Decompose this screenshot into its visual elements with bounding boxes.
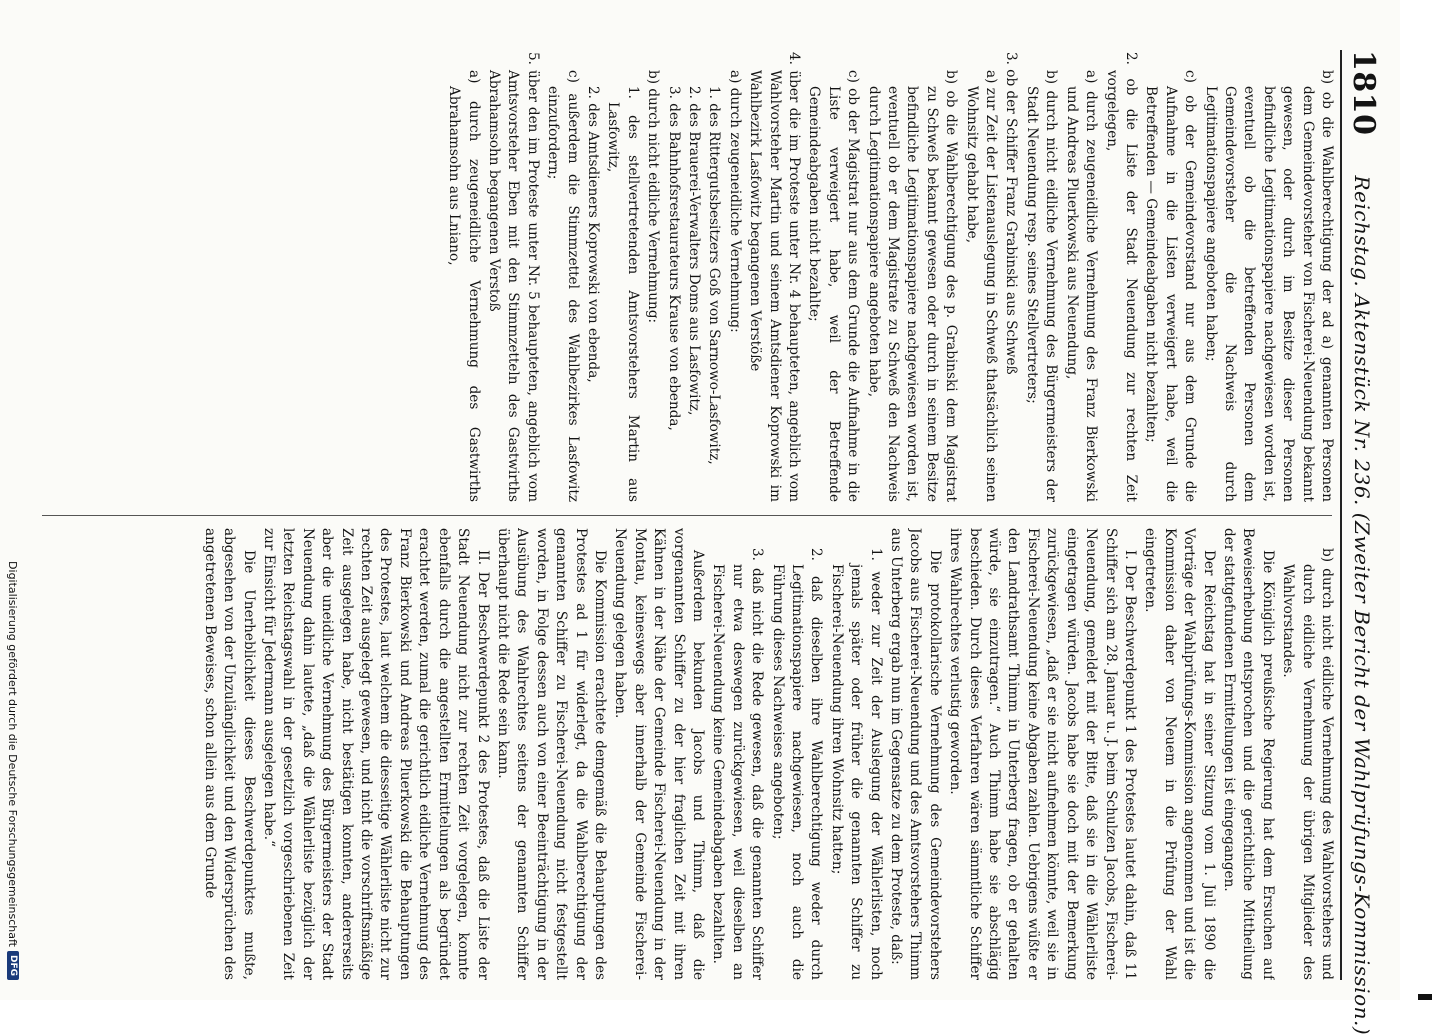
page-header (1340, 50, 1392, 980)
paragraph: 2. des Brauerei-Verwalters Doms aus Lasfowitz, (684, 50, 703, 502)
paragraph: b) ob die Wahlberechtigung der ad a) genannten Personen dem Gemeindevorsteher von Fischerei-Neuendung bekannt gewesen, oder durch im Besitze dieser Personen befindliche Legitimationspapiere nachgewiesen worden ist, eventuell ob die betreffenden Personen dem Gemeindevorsteher die Nachweis durch Legitimationspapiere angeboten haben; (1200, 50, 1336, 502)
paragraph: 3. daß nicht die Rede gewesen, daß die genannten Schiffer nur etwa deswegen zurückgewiesen, weil dieselben an Fischerei-Neuendung keine Gemeindeabgaben bezahlten. (708, 528, 766, 980)
paragraph: 2. des Amtsdieners Koprowski von ebenda, (583, 50, 602, 502)
paragraph: Der Reichstag hat in seiner Sitzung vom 1. Juli 1890 die Vorträge der Wahlprüfungs-Kommission angenommen und ist die Kommission daher von Neuem in die Prüfung der Wahl eingetreten. (1140, 528, 1218, 980)
paragraph: 1. weder zur Zeit der Auslegung der Wählerlisten, noch jemals später oder früher die genannten Schiffer zu Fischerei-Neuendung ihren Wohnsitz hatten; (826, 528, 884, 980)
paragraph: I. Der Beschwerdepunkt 1 des Protestes lautet dahin, daß 11 Schiffer sich am 28. Januar u. J. beim Schulzen Jacobs, Fischerei-Neuendung, gemeldet mit der Bitte, daß sie in die Wählerliste eingetragen würden. Jacobs habe sie doch mit der Bemerkung zurückgewiesen, „daß er sie nicht aufnehmen könnte, weil sie in Fischerei-Neuendung keine Abgaben zahlen. Uebrigens wüßte er den Landrathsamt Thimm in Unterberg fragen, ob er gehalten würde, sie einzutragen.“ Auch Thimm habe sie abschlägig beschieden. Durch dieses Verfahren wären sämmtliche Schiffer ihres Wahlrechtes verlustig geworden. (945, 528, 1139, 980)
paragraph: Die Königlich preußische Regierung hat dem Ersuchen auf Beweiserhebung entsprochen und die gerichtliche Mittheilung der stattgefundenen Ermittelungen ist eingegangen. (1219, 528, 1277, 980)
page-number: 1810 (1342, 50, 1381, 136)
funding-note: Digitalisierung gefördert durch die Deutsche Forschungsgemeinschaft (7, 561, 20, 947)
paragraph: II. Der Beschwerdepunkt 2 des Protestes, daß die Liste der Stadt Neuendung nicht zur rechten Zeit vorgelegen, konnte ebenfalls durch die angestellten Ermittelungen als begründet erachtet werden, zumal die gerichtlich eidliche Vernehmung des Franz Bierkowski und Andreas Pluerkowski die Behauptungen des Protestes, laut welchem die diesseitige Wählerliste nicht zur rechten Zeit ausgelegt gewesen, und nicht die vorschriftsmäßige Zeit ausgelegen habe, nicht bestätigen konnten, andererseits aber die uneidliche Vernehmung des Bürgermeisters der Stadt Neuendung dahin lautete, „daß die Wählerliste bezüglich der letzten Reichstagswahl in der gesetzlich vorgeschriebenen Zeit zur Einsicht für Jedermann ausgelegen habe.“ (259, 528, 492, 980)
left-column (36, 50, 1336, 502)
paragraph: a) zur Zeit der Listenauslegung in Schweß thatsächlich seinen Wohnsitz gehabt habe, (961, 50, 1000, 502)
paragraph: Außerdem bekunden Jacobs und Thimm, daß die vorgenannten Schiffer zu der hier fraglichen Zeit mit ihren Kähnen in der Nähe der Gemeinde Fischerei-Neuendung in der Montau, keineswegs aber innerhalb der Gemeinde Fischerei-Neuendung gelegen haben. (610, 528, 707, 980)
paragraph: a) durch zeugeneidliche Vernehmung des Gastwirths Abrahamsohn aus Lniano, (444, 50, 483, 502)
paragraph: 4. über die im Proteste unter Nr. 4 behaupteten, angeblich vom Wahlvorsteher Martin und seinem Amtsdiener Koprowski im Wahlbezirk Lasfowitz begangenen Verstöße (745, 50, 803, 502)
paragraph: 1. des stellvertretenden Amtsvorstehers Martin aus Lasfowitz, (603, 50, 642, 502)
text-columns (36, 50, 1336, 980)
paragraph: c) ob der Gemeindevorstand nur aus dem Grunde die Aufnahme in die Listen verweigert habe, weil die Betreffenden — Gemeindeabgaben nicht bezahlten; (1141, 50, 1199, 502)
scan-edge-mark (1418, 994, 1432, 1000)
paragraph: a) durch zeugeneidliche Vernehmung des Franz Bierkowski und Andreas Pluerkowski aus Neuendung, (1061, 50, 1100, 502)
paragraph: 3. des Bahnhofsrestaurateurs Krause von ebenda, (663, 50, 682, 502)
paragraph: b) durch nicht eidliche Vernehmung: (643, 50, 662, 502)
paragraph: 3. ob der Schiffer Franz Grabinski aus Schweß (1001, 50, 1020, 502)
paragraph: b) durch nicht eidliche Vernehmung des Bürgermeisters der Stadt Neuendung resp. seines Stellvertreters; (1022, 50, 1061, 502)
running-head: Reichstag. Aktenstück Nr. 236. (Zweiter Bericht der Wahlprüfungs-Kommission.) (1342, 176, 1374, 1035)
paragraph: b) durch nicht eidliche Vernehmung des Wahlvorstehers und durch eidliche Vernehmung der übrigen Mitglieder des Wahlvorstandes. (1278, 528, 1336, 980)
paragraph: 1. des Rittergutsbesitzers Goß von Sarnowo-Lasfowitz, (704, 50, 723, 502)
dfg-logo: DFG (7, 951, 19, 980)
paragraph: c) ob der Magistrat nur aus dem Grunde die Aufnahme in die Liste verweigert habe, weil der Betreffende Gemeindeabgaben nicht bezahlte; (804, 50, 862, 502)
paragraph: Die Kommission erachtete demgemäß die Behauptungen des Protestes ad 1 für widerlegt, da die Wahlberechtigung der genannten Schiffer zu Fischerei-Neuendung nicht festgestellt worden, in Folge dessen auch von einer Beeinträchtigung in der Ausübung des Wahlrechtes seitens der genannten Schiffer überhaupt nicht die Rede sein kann. (493, 528, 609, 980)
paragraph: Die protokollarische Vernehmung des Gemeindevorstehers Jacobs aus Fischerei-Neuendung und des Amtsvorstehers Thimm aus Unterberg ergab nun im Gegensatze zu dem Proteste, daß: (886, 528, 944, 980)
paragraph: Die Unerheblichkeit dieses Beschwerdepunktes mußte, abgesehen von der Unzulänglichkeit und den Widersprüchen des angetretenen Beweises, schon allein aus dem Grunde (199, 528, 257, 980)
digitization-footer (0, 0, 26, 1000)
paragraph: 5. über den im Proteste unter Nr. 5 behaupteten, angeblich vom Amtsvorsteher Eben mit den Stimmzetteln des Gastwirths Abrahamsohn begangenen Verstoß (484, 50, 542, 502)
paragraph: 2. ob die Liste der Stadt Neuendung zur rechten Zeit vorgelegen, (1101, 50, 1140, 502)
column-divider (42, 515, 1332, 516)
paragraph: a) durch zeugeneidliche Vernehmung: (724, 50, 743, 502)
paragraph: 2. daß dieselben ihre Wahlberechtigung weder durch Legitimationspapiere nachgewiesen, noch auch die Führung dieses Nachweises angeboten; (767, 528, 825, 980)
paragraph: c) außerdem die Stimmzettel des Wahlbezirkes Lasfowitz einzufordern; (543, 50, 582, 502)
right-column (36, 528, 1336, 980)
paragraph: b) ob die Wahlberechtigung des p. Grabinski dem Magistrat zu Schweß bekannt gewesen oder durch in seinem Besitze befindliche Legitimationspapiere nachgewiesen worden ist, eventuell ob er dem Magistrate zu Schweß den Nachweis durch Legitimationspapiere angeboten habe, (863, 50, 960, 502)
